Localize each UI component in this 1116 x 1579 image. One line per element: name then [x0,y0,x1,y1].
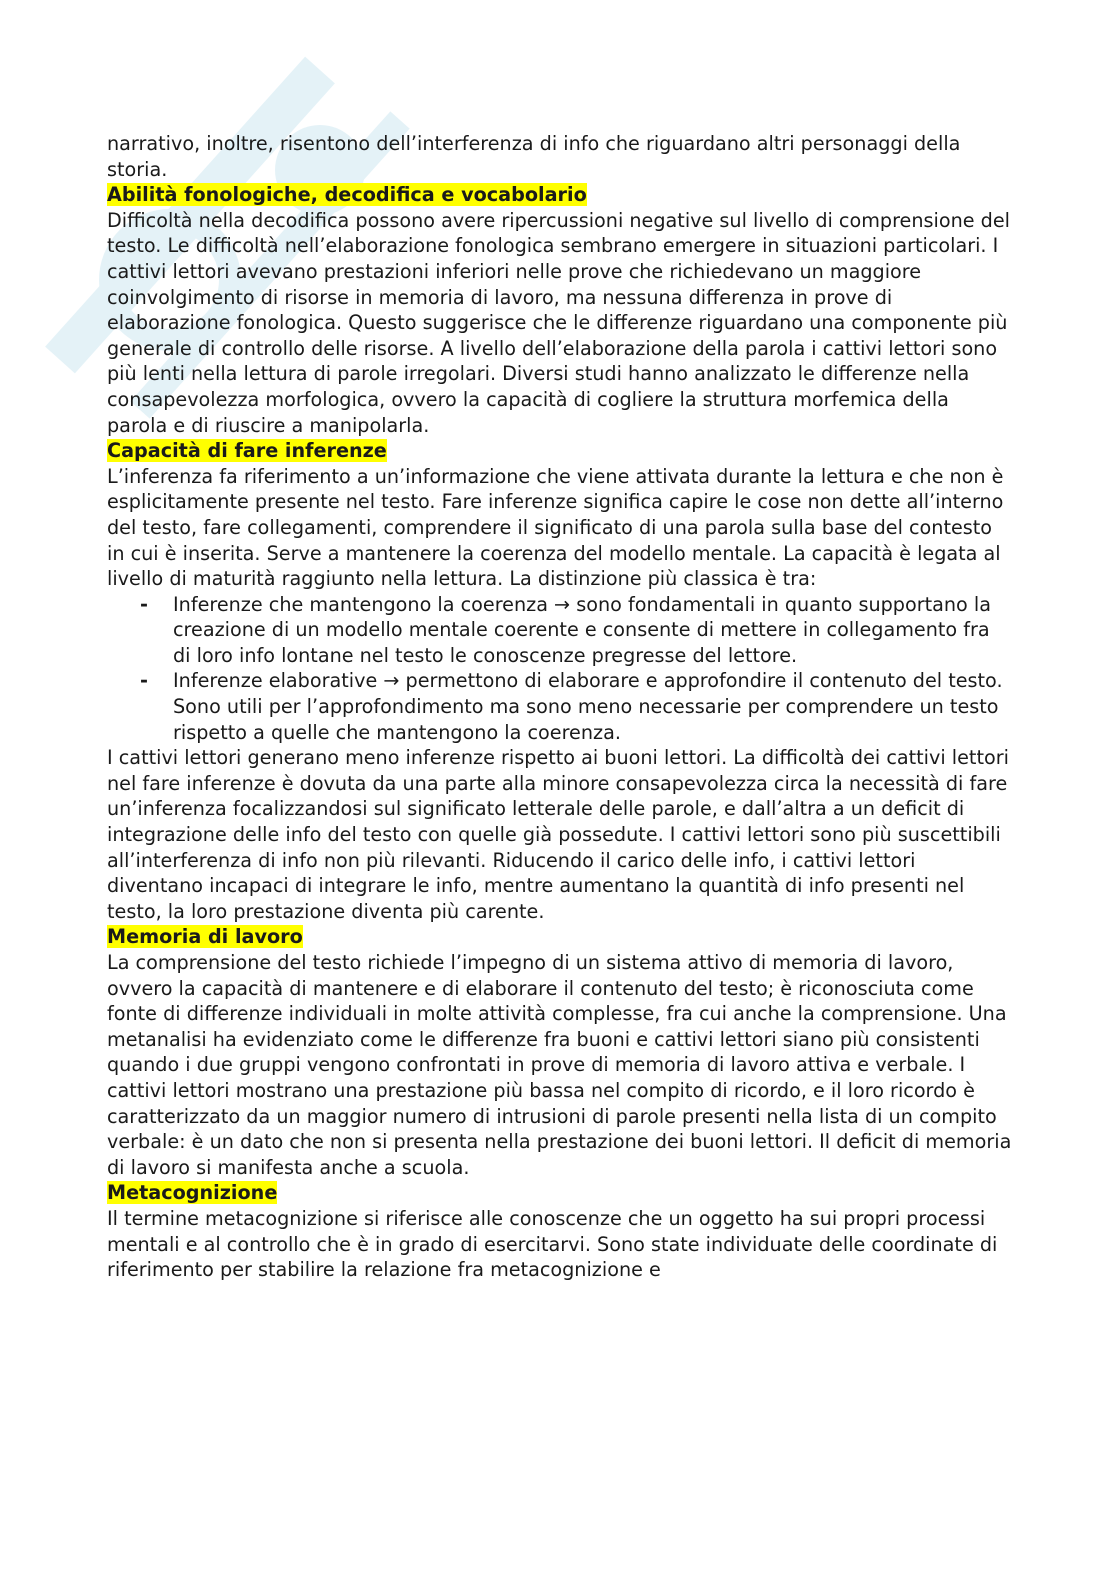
section-paragraph-metacognizione: Il termine metacognizione si riferisce alle conoscenze che un oggetto ha sui propri processi mentali e al controllo che è in grado di esercitarvi. Sono state individuate delle coordinate di riferimento per stabilire la relazione fra metacognizione e [107,1206,998,1282]
section-heading-memoria-di-lavoro: Memoria di lavoro [107,925,303,949]
section-paragraph-inferenze-after: I cattivi lettori generano meno inferenze rispetto ai buoni lettori. La difficoltà dei cattivi lettori nel fare inferenze è dovuta da una parte alla minore consapevolezza circa la necessità di fare un’inferenza focalizzandosi sul significato letterale delle parole, e dall’altra a un deficit di integrazione delle info del testo con quelle già possedute. I cattivi lettori sono più suscettibili all’interferenza di info non più rilevanti. Riducendo il carico delle info, i cattivi lettori diventano incapaci di integrare le info, mentre aumentano la quantità di info presenti nel testo, la loro prestazione diventa più carente. [107,746,1009,923]
list-item-coherence-inferences: - Inferenze che mantengono la coerenza → sono fondamentali in quanto supportano la creazione di un modello mentale coerente e consente di mettere in collegamento fra di loro info lontane nel testo le conoscenze pregresse del lettore. [173,592,1012,669]
section-heading-metacognizione: Metacognizione [107,1181,278,1205]
section-paragraph-abilita-fonologiche: Difficoltà nella decodifica possono avere ripercussioni negative sul livello di comprensione del testo. Le difficoltà nell’elaborazione fonologica sembrano emergere in situazioni particolari. I cattivi lettori avevano prestazioni inferiori nelle prove che richiedevano un maggiore coinvolgimento di risorse in memoria di lavoro, ma nessuna differenza in prove di elaborazione fonologica. Questo suggerisce che le differenze riguardano una componente più generale di controllo delle risorse. A livello dell’elaborazione della parola i cattivi lettori sono più lenti nella lettura di parole irregolari. Diversi studi hanno analizzato le differenze nella consapevolezza morfologica, ovvero la capacità di cogliere la struttura morfemica della parola e di riuscire a manipolarla. [107,208,1010,437]
document-page [107,131,1012,1283]
section-paragraph-memoria-di-lavoro: La comprensione del testo richiede l’impegno di un sistema attivo di memoria di lavoro, ovvero la capacità di mantenere e di elaborare il contenuto del testo; è riconosciuta come fonte di differenze individuali in molte attività complesse, fra cui anche la comprensione. Una metanalisi ha evidenziato come le differenze fra buoni e cattivi lettori siano più consistenti quando i due gruppi vengono confrontati in prove di memoria di lavoro attiva e verbale. I cattivi lettori mostrano una prestazione più bassa nel compito di ricordo, e il loro ricordo è caratterizzato da un maggior numero di intrusioni di parole presenti nella lista di un compito verbale: è un dato che non si presenta nella prestazione dei buoni lettori. Il deficit di memoria di lavoro si manifesta anche a scuola. [107,951,1012,1179]
section-heading-abilita-fonologiche: Abilità fonologiche, decodifica e vocabolario [107,183,587,207]
section-paragraph-inferenze: L’inferenza fa riferimento a un’informazione che viene attivata durante la lettura e che non è esplicitamente presente nel testo. Fare inferenze significa capire le cose non dette all’interno del testo, fare collegamenti, comprendere il significato di una parola sulla base del contesto in cui è inserita. Serve a mantenere la coerenza del modello mentale. La capacità è legata al livello di maturità raggiunto nella lettura. La distinzione più classica è tra: [107,464,1004,591]
intro-paragraph: narrativo, inoltre, risentono dell’interferenza di info che riguardano altri personaggi della storia. [107,132,961,181]
section-heading-inferenze: Capacità di fare inferenze [107,439,387,463]
list-item-elaborative-inferences: - Inferenze elaborative → permettono di elaborare e approfondire il contenuto del testo. Sono utili per l’approfondimento ma sono meno necessarie per comprendere un testo rispetto a quelle che mantengono la coerenza. [173,668,1012,745]
inference-types-list [107,592,1012,746]
